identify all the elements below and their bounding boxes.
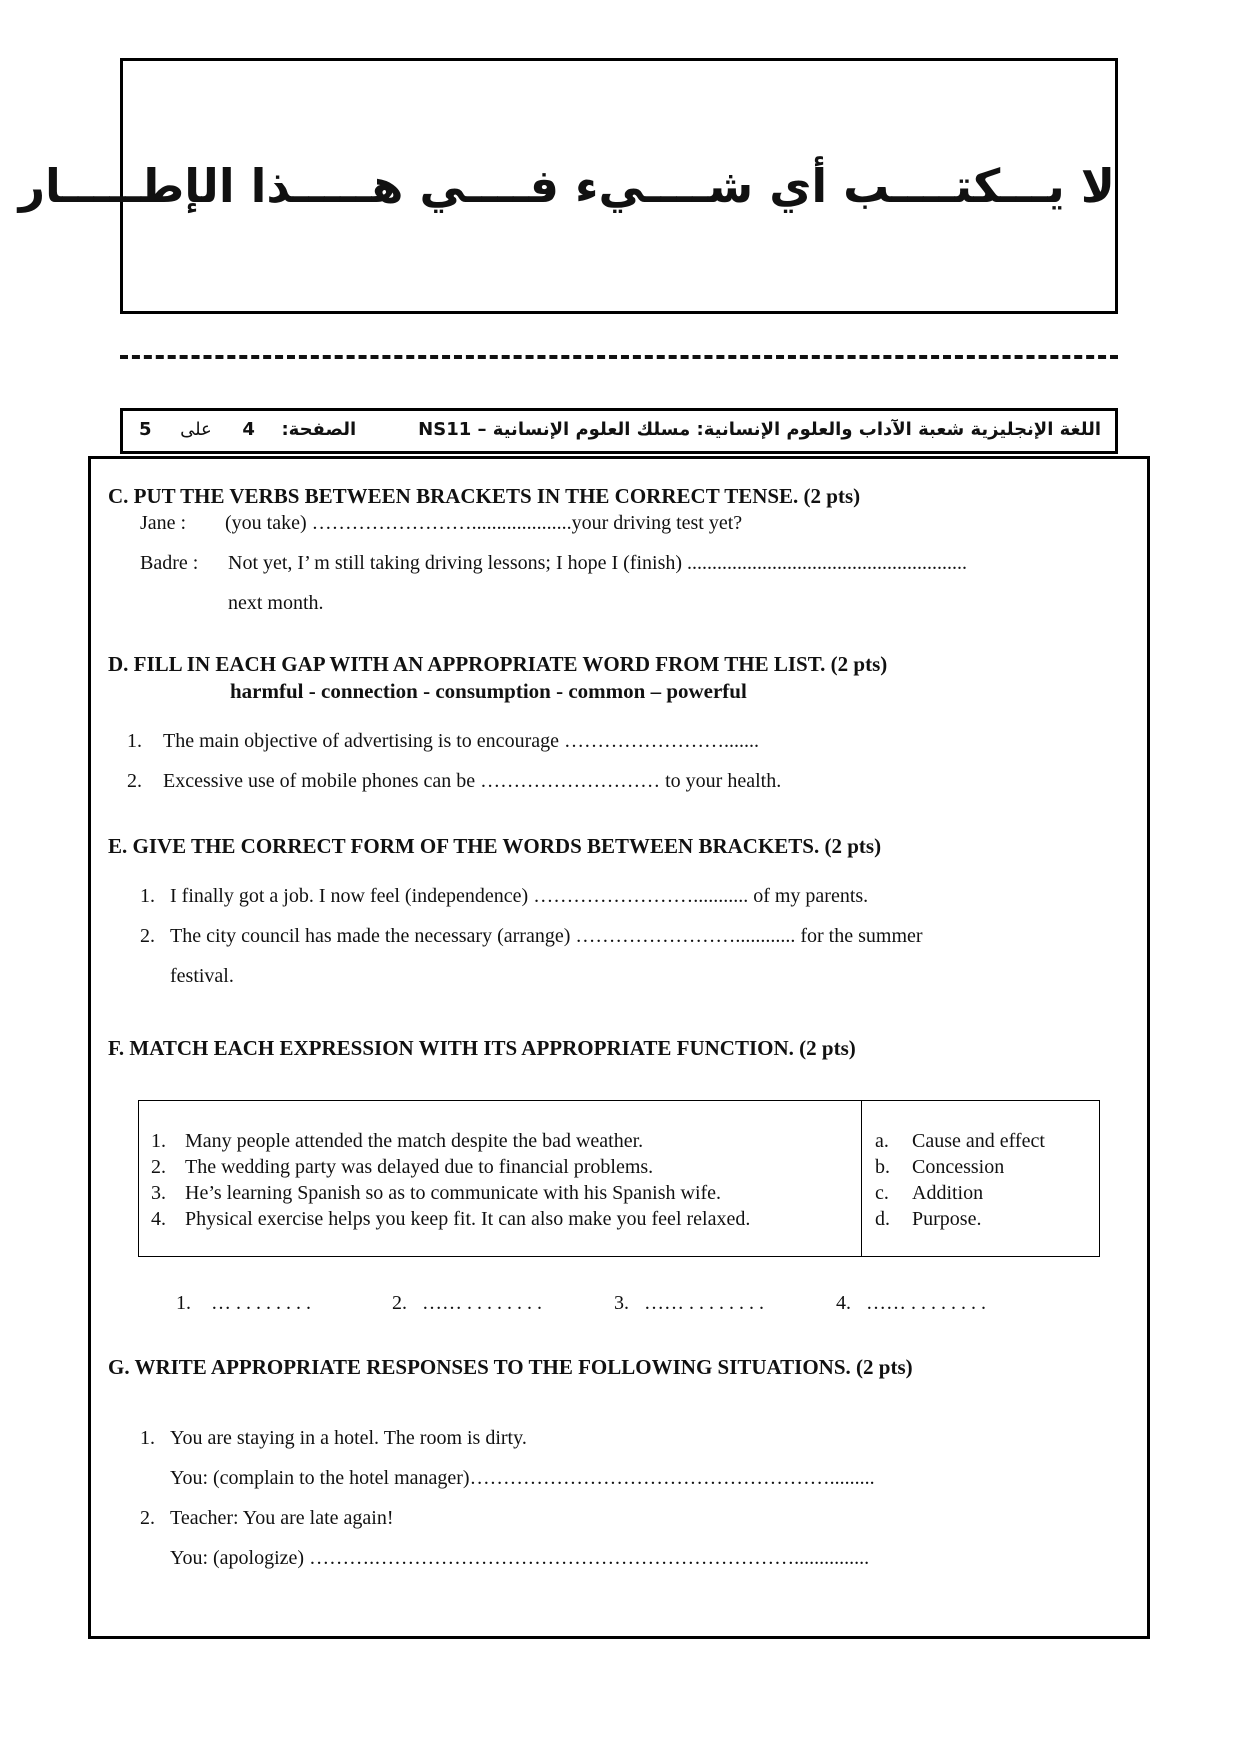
frame-notice: لا يـــكتــــب أي شــــيء فــــي هـــــذا الإطـــــار (18, 159, 1115, 213)
item-text: Teacher: You are late again! (170, 1507, 394, 1529)
expression-number: 2. (151, 1156, 166, 1178)
page-label: الصفحة: (281, 419, 357, 440)
subject-title: اللغة الإنجليزية شعبة الآداب والعلوم الإنسانية: مسلك العلوم الإنسانية – (477, 419, 1101, 440)
item-text: You are staying in a hotel. The room is dirty. (170, 1427, 527, 1449)
item-text: The city council has made the necessary (arrange) ……………………............ for the summer (170, 925, 923, 947)
item-text: Excessive use of mobile phones can be ……………………… to your health. (163, 770, 782, 792)
expression-number: 1. (151, 1130, 166, 1152)
answer-blank[interactable]: …… . . . . . . . . (422, 1292, 542, 1314)
function-letter: b. (875, 1156, 890, 1178)
answer-slot (836, 1292, 986, 1315)
matching-table (138, 1100, 1100, 1257)
page-indicator (139, 419, 356, 440)
item-number: 2. (140, 1507, 155, 1529)
list-item (127, 730, 759, 753)
answer-slot (176, 1292, 311, 1315)
badre-line: Not yet, I’ m still taking driving lessons; I hope I (finish) ........................................................ (228, 552, 968, 574)
response-line[interactable]: You: (complain to the hotel manager)………………………………………………......... (170, 1467, 875, 1489)
answer-blank[interactable]: … . . . . . . . . (211, 1292, 311, 1314)
item-text: I finally got a job. I now feel (independence) ……………………........... of my parents. (170, 885, 869, 907)
expression-number: 3. (151, 1182, 166, 1204)
expression-text: The wedding party was delayed due to financial problems. (185, 1156, 654, 1178)
item-number: 1. (127, 730, 142, 752)
section-d-title: D. FILL IN EACH GAP WITH AN APPROPRIATE WORD FROM THE LIST. (2 pts) (108, 652, 888, 676)
section-c-title: C. PUT THE VERBS BETWEEN BRACKETS IN THE CORRECT TENSE. (2 pts) (108, 484, 861, 508)
cut-line (120, 355, 1118, 359)
section-e-title: E. GIVE THE CORRECT FORM OF THE WORDS BETWEEN BRACKETS. (2 pts) (108, 834, 882, 858)
page-header (120, 408, 1118, 454)
function-letter: c. (875, 1182, 889, 1204)
page-total: 5 (139, 419, 152, 440)
answer-blank[interactable]: …… . . . . . . . . (644, 1292, 764, 1314)
list-item (140, 925, 923, 948)
item-number: 2. (127, 770, 142, 792)
function-text: Concession (912, 1156, 1005, 1178)
list-item (140, 1507, 394, 1530)
table-divider (861, 1101, 862, 1256)
item-number: 1. (140, 885, 155, 907)
answer-number: 2. (392, 1292, 407, 1314)
badre-line-cont: next month. (228, 592, 324, 614)
expression-text: Physical exercise helps you keep fit. It can also make you feel relaxed. (185, 1208, 751, 1230)
item-number: 1. (140, 1427, 155, 1449)
function-text: Addition (912, 1182, 984, 1204)
answer-blank[interactable]: …… . . . . . . . . (866, 1292, 986, 1314)
function-letter: d. (875, 1208, 890, 1230)
item-number: 2. (140, 925, 155, 947)
jane-speaker: Jane : (140, 512, 187, 534)
answer-number: 1. (176, 1292, 191, 1314)
of-label: على (180, 419, 212, 440)
expression-number: 4. (151, 1208, 166, 1230)
list-item (127, 770, 781, 793)
page-number: 4 (242, 419, 255, 440)
no-write-frame (18, 58, 1118, 314)
function-text: Cause and effect (912, 1130, 1045, 1152)
answer-number: 4. (836, 1292, 851, 1314)
expression-text: He’s learning Spanish so as to communicate with his Spanish wife. (185, 1182, 722, 1204)
item-text-cont: festival. (170, 965, 234, 987)
jane-line: (you take) ……………………....................your driving test yet? (225, 512, 743, 534)
response-line[interactable]: You: (apologize) ……….………………………………………………………............... (170, 1547, 870, 1569)
answer-number: 3. (614, 1292, 629, 1314)
expression-text: Many people attended the match despite the bad weather. (185, 1130, 644, 1152)
item-text: The main objective of advertising is to encourage ……………………....... (163, 730, 759, 752)
section-g-title: G. WRITE APPROPRIATE RESPONSES TO THE FOLLOWING SITUATIONS. (2 pts) (108, 1355, 913, 1379)
answer-slot (392, 1292, 542, 1315)
list-item (140, 885, 868, 908)
section-f-title: F. MATCH EACH EXPRESSION WITH ITS APPROPRIATE FUNCTION. (2 pts) (108, 1036, 856, 1060)
badre-speaker: Badre : (140, 552, 199, 574)
list-item (140, 1427, 527, 1450)
word-list: harmful - connection - consumption - common – powerful (230, 679, 747, 703)
function-text: Purpose. (912, 1208, 982, 1230)
exam-code: NS11 (418, 419, 472, 440)
answer-slot (614, 1292, 764, 1315)
subject-heading (418, 419, 1101, 440)
function-letter: a. (875, 1130, 889, 1152)
